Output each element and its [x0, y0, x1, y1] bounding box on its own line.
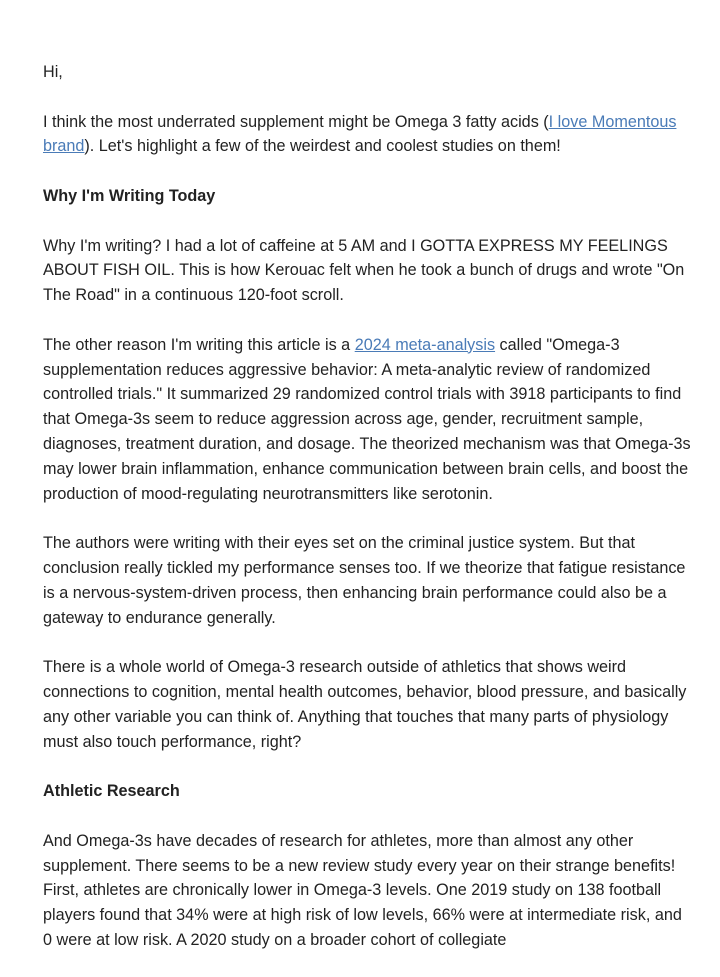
email-body	[43, 60, 693, 977]
intro-text-before: I think the most underrated supplement might be Omega 3 fatty acids (	[43, 112, 549, 131]
section-heading-why-writing: Why I'm Writing Today	[43, 186, 216, 205]
momentous-brand-link[interactable]: I love Momentous brand	[43, 112, 677, 156]
paragraph-research-world: There is a whole world of Omega-3 research outside of athletics that shows weird connections to cognition, mental health outcomes, behavior, blood pressure, and basically any other variable you can think of. Anything that touches that many parts of physiology must also touch performance, right?	[43, 658, 687, 751]
paragraph-caffeine: Why I'm writing? I had a lot of caffeine at 5 AM and I GOTTA EXPRESS MY FEELINGS ABOUT FISH OIL. This is how Kerouac felt when he took a bunch of drugs and wrote "On The Road" in a continuous 120-foot scroll.	[43, 236, 685, 305]
paragraph-criminal-justice: The authors were writing with their eyes set on the criminal justice system. But that conclusion really tickled my performance senses too. If we theorize that fatigue resistance is a nervous-system-driven process, then enhancing brain performance could also be a gateway to endurance generally.	[43, 534, 686, 627]
section-heading-athletic-research: Athletic Research	[43, 782, 180, 801]
meta-text-after: called "Omega-3 supplementation reduces aggressive behavior: A meta-analytic review of randomized controlled trials." It summarized 29 randomized control trials with 3918 participants to find that Omega-3s seem to reduce aggression across age, gender, recruitment sample, diagnoses, treatment duration, and dosage. The theorized mechanism was that Omega-3s may lower brain inflammation, enhance communication between brain cells, and boost the production of mood-regulating neurotransmitters like serotonin.	[43, 335, 691, 503]
meta-analysis-link[interactable]: 2024 meta-analysis	[354, 335, 496, 354]
meta-text-before: The other reason I'm writing this article is a	[43, 335, 355, 354]
paragraph-meta-analysis	[43, 333, 693, 507]
greeting: Hi,	[43, 63, 63, 81]
intro-paragraph	[43, 110, 693, 160]
paragraph-athletic-research: And Omega-3s have decades of research for athletes, more than almost any other supplement. There seems to be a new review study every year on their strange benefits! First, athletes are chronically lower in Omega-3 levels. One 2019 study on 138 football players found that 34% were at high risk of low levels, 66% were at intermediate risk, and 0 were at low risk. A 2020 study on a broader cohort of collegiate	[43, 831, 682, 949]
intro-text-after: ). Let's highlight a few of the weirdest and coolest studies on them!	[84, 137, 561, 156]
